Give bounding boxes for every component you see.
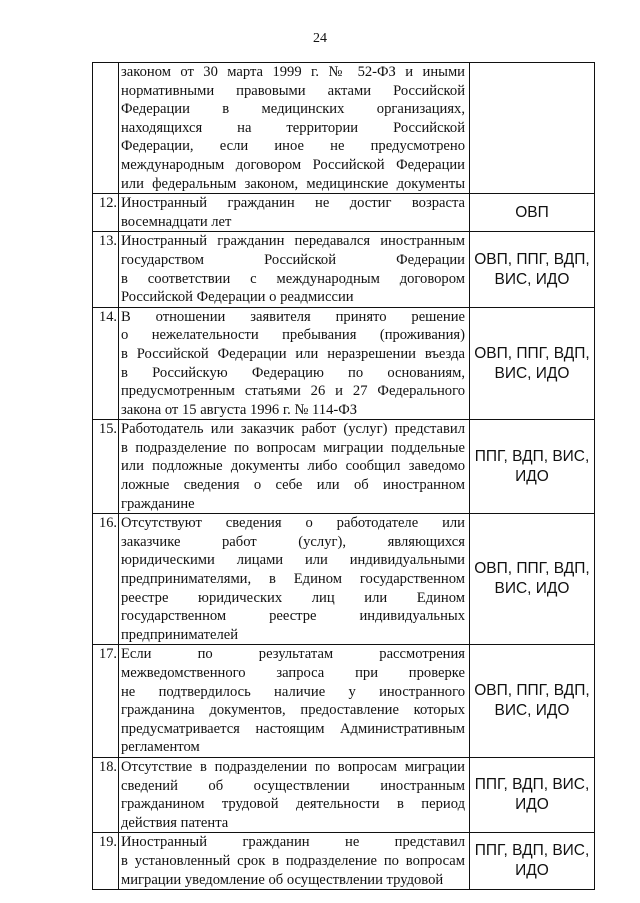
- description-line: реестре юридических лиц или Едином: [121, 589, 465, 606]
- row-description: [119, 232, 470, 307]
- row-number: 13.: [93, 232, 119, 307]
- description-line: Отсутствие в подразделении по вопросам миграции: [121, 758, 465, 775]
- description-line: или федеральным законом, медицинские документы: [121, 175, 465, 192]
- row-description: [119, 307, 470, 420]
- description-line: предпринимателями, в Едином государственном: [121, 571, 465, 588]
- refusal-grounds-table: [92, 62, 595, 890]
- description-line: Если по результатам рассмотрения: [121, 646, 465, 663]
- service-codes: ППГ, ВДП, ВИС, ИДО: [470, 420, 595, 514]
- description-line: в Российской Федерации или неразрешении въезда: [121, 345, 465, 362]
- description-line: в установленный срок в подразделение по вопросам: [121, 852, 465, 869]
- row-number: 17.: [93, 645, 119, 758]
- row-description: [119, 757, 470, 832]
- page-number: 24: [313, 31, 327, 46]
- table-row: [93, 232, 595, 307]
- row-number: 16.: [93, 514, 119, 645]
- table-row: [93, 833, 595, 890]
- row-description: [119, 514, 470, 645]
- description-line: юридическими лицами или индивидуальными: [121, 552, 465, 569]
- description-line: закона от 15 августа 1996 г. № 114-ФЗ: [121, 401, 358, 418]
- service-codes: [470, 63, 595, 194]
- row-number: 12.: [93, 194, 119, 232]
- description-line: международным договором Российской Федерации: [121, 156, 465, 173]
- description-line: заказчике работ (услуг), являющихся: [121, 533, 465, 550]
- description-line: находящихся на территории Российской: [121, 119, 465, 136]
- description-line: регламентом: [121, 739, 200, 756]
- table-row: [93, 514, 595, 645]
- row-description: [119, 645, 470, 758]
- description-line: гражданином трудовой деятельности в период: [121, 796, 465, 813]
- description-line: нормативными правовыми актами Российской: [121, 82, 465, 99]
- description-line: межведомственного запроса при проверке: [121, 665, 465, 681]
- description-line: восемнадцати лет: [121, 213, 232, 230]
- description-line: гражданине: [121, 495, 195, 512]
- description-line: государством Российской Федерации: [121, 251, 465, 268]
- description-line: государственном реестре индивидуальных: [121, 608, 465, 625]
- description-line: или подложные документы либо сообщил заведомо: [121, 458, 465, 475]
- service-codes: ППГ, ВДП, ВИС, ИДО: [470, 833, 595, 890]
- description-line: В отношении заявителя принято решение: [121, 308, 465, 325]
- description-line: в соответствии с международным договором: [121, 270, 465, 287]
- row-description: [119, 833, 470, 890]
- description-line: действия патента: [121, 814, 229, 831]
- table-row: [93, 757, 595, 832]
- row-description: [119, 194, 470, 232]
- description-line: Федерации в медицинских организациях,: [121, 101, 465, 118]
- service-codes: ОВП: [470, 194, 595, 232]
- row-number: 19.: [93, 833, 119, 890]
- description-line: Работодатель или заказчик работ (услуг) представил: [121, 421, 465, 438]
- description-line: гражданина документов, предоставление которых: [121, 702, 465, 719]
- description-line: Иностранный гражданин не достиг возраста: [121, 195, 465, 212]
- description-line: сведений об осуществлении иностранным: [121, 777, 465, 794]
- row-number: 15.: [93, 420, 119, 514]
- row-description: [119, 420, 470, 514]
- description-line: предпринимателей: [121, 626, 239, 643]
- description-line: Федерации, если иное не предусмотрено: [121, 138, 465, 155]
- description-line: предусматривается настоящим Административным: [121, 720, 465, 737]
- description-line: ложные сведения о себе или об иностранном: [121, 477, 465, 494]
- service-codes: ОВП, ППГ, ВДП, ВИС, ИДО: [470, 645, 595, 758]
- description-line: Иностранный гражданин не представил: [121, 834, 465, 851]
- description-line: миграции уведомление об осуществлении трудовой: [121, 871, 444, 888]
- service-codes: ОВП, ППГ, ВДП, ВИС, ИДО: [470, 232, 595, 307]
- table-row: [93, 307, 595, 420]
- description-line: в подразделение по вопросам миграции поддельные: [121, 439, 465, 456]
- table-row: [93, 63, 595, 194]
- table-row: [93, 645, 595, 758]
- description-line: Российской Федерации о реадмиссии: [121, 289, 354, 306]
- table-row: [93, 194, 595, 232]
- row-number: 18.: [93, 757, 119, 832]
- description-line: о нежелательности пребывания (проживания): [121, 327, 465, 344]
- table-row: [93, 420, 595, 514]
- table-body: [93, 63, 595, 890]
- description-line: в Российскую Федерацию по основаниям,: [121, 364, 465, 381]
- description-line: законом от 30 марта 1999 г. № 52-ФЗ и иными: [121, 64, 465, 80]
- description-line: Отсутствуют сведения о работодателе или: [121, 515, 465, 532]
- row-number: 14.: [93, 307, 119, 420]
- service-codes: ППГ, ВДП, ВИС, ИДО: [470, 757, 595, 832]
- description-line: не подтвердилось наличие у иностранного: [121, 683, 465, 700]
- row-description: [119, 63, 470, 194]
- description-line: предусмотренным статьями 26 и 27 Федерального: [121, 383, 465, 400]
- service-codes: ОВП, ППГ, ВДП, ВИС, ИДО: [470, 307, 595, 420]
- row-number: [93, 63, 119, 194]
- service-codes: ОВП, ППГ, ВДП, ВИС, ИДО: [470, 514, 595, 645]
- description-line: Иностранный гражданин передавался иностранным: [121, 233, 465, 250]
